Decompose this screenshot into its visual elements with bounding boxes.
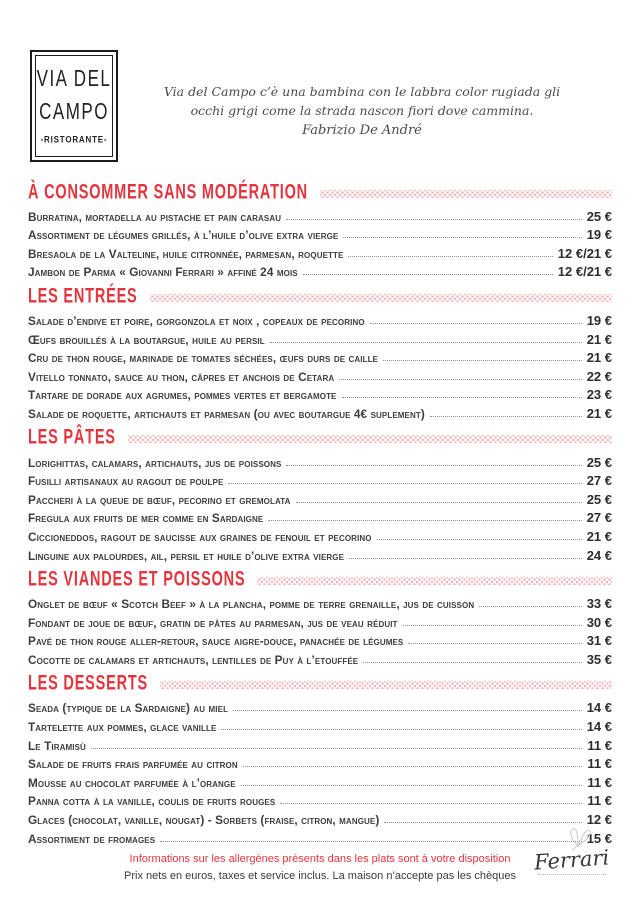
ornament-line xyxy=(128,435,612,443)
item-price: 24 € xyxy=(586,547,612,563)
dotted-leader xyxy=(342,397,582,398)
menu-item-row xyxy=(28,404,612,423)
song-quote xyxy=(150,82,574,141)
item-name: Vitello tonnato, sauce au thon, câpres et anchois de Cetara xyxy=(28,369,335,384)
item-name: Paccheri à la queue de bœuf, pecorino et gremolata xyxy=(28,492,291,507)
section-header xyxy=(28,672,612,696)
chef-signature xyxy=(526,826,618,875)
dotted-leader xyxy=(286,219,582,220)
item-name: Fondant de joue de bœuf, gratin de pâtes au parmesan, jus de veau réduit xyxy=(28,615,398,630)
item-name: Fregula aux fruits de mer comme en Sardaigne xyxy=(28,511,264,526)
dotted-leader xyxy=(268,520,581,521)
dotted-leader xyxy=(221,729,581,730)
section-title: LES PÂTES xyxy=(28,426,116,450)
menu-item-row xyxy=(28,226,612,245)
item-name: Assortiment de légumes grillés, à l’huile d’olive extra vierge xyxy=(28,228,339,243)
dotted-leader xyxy=(479,606,581,607)
menu-item-row xyxy=(28,736,612,755)
dotted-leader xyxy=(339,379,581,380)
menu-item-row xyxy=(28,755,612,774)
dotted-leader xyxy=(270,342,582,343)
section-title: LES ENTRÉES xyxy=(28,284,138,309)
menu-item-row xyxy=(28,717,612,736)
item-name: Tartare de dorade aux agrumes, pommes vertes et bergamote xyxy=(28,388,337,403)
dotted-leader xyxy=(243,766,583,767)
menu-section xyxy=(28,180,612,281)
dotted-leader xyxy=(228,483,581,484)
logo-line-2: CAMPO xyxy=(39,98,109,124)
menu-item-row xyxy=(28,650,612,669)
item-name: Glaces (chocolat, vanille, nougat) - Sorbets (fraise, citron, mangue) xyxy=(28,813,380,828)
menu-item-row xyxy=(28,330,612,349)
item-name: Mousse au chocolat parfumée à l’orange xyxy=(28,775,236,790)
item-name: Seada (typique de la Sardaigne) au miel xyxy=(28,701,229,716)
item-price: 21 € xyxy=(586,405,612,421)
restaurant-logo xyxy=(30,50,118,162)
item-price: 21 € xyxy=(586,331,612,347)
section-title: À CONSOMMER SANS MODÉRATION xyxy=(28,180,308,204)
item-name: Salade de roquette, artichauts et parmesan (ou avec boutargue 4€ suplement) xyxy=(28,406,425,421)
item-price: 11 € xyxy=(587,756,612,772)
item-price: 12 € xyxy=(586,812,612,828)
menu-header xyxy=(0,0,640,183)
item-price: 25 € xyxy=(586,491,612,507)
item-price: 19 € xyxy=(586,312,612,328)
menu-item-row xyxy=(28,367,612,386)
item-name: Fusilli artisanaux au ragout de poulpe xyxy=(28,474,224,489)
item-price: 35 € xyxy=(586,651,612,667)
section-header xyxy=(28,567,612,592)
menu-item-row xyxy=(28,509,612,528)
pricing-notice: Prix nets en euros, taxes et service inclus. La maison n’accepte pas les chèques xyxy=(124,869,516,882)
menu-item-row xyxy=(28,453,612,472)
item-name: Bresaola de la Valteline, huile citronnée, parmesan, roquette xyxy=(28,246,344,261)
dotted-leader xyxy=(280,803,582,804)
menu-sections xyxy=(28,180,612,848)
item-price: 33 € xyxy=(586,596,612,612)
quote-line-1: Via del Campo c’è una bambina con le labbra color rugiada gli xyxy=(163,84,561,99)
menu-item-row xyxy=(28,699,612,718)
item-price: 14 € xyxy=(586,700,612,716)
logo-subtitle: -RISTORANTE- xyxy=(40,133,108,145)
logo-line-1: VIA DEL xyxy=(36,65,112,91)
item-price: 14 € xyxy=(586,719,612,735)
menu-item-row xyxy=(28,792,612,811)
section-title: LES DESSERTS xyxy=(28,672,148,696)
item-price: 21 € xyxy=(586,528,612,544)
menu-section xyxy=(28,567,612,669)
menu-item-row xyxy=(28,546,612,565)
item-name: Tartelette aux pommes, glace vanille xyxy=(28,720,217,735)
item-price: 15 € xyxy=(586,830,612,846)
menu-item-row xyxy=(28,472,612,491)
item-name: Œufs brouillés à la boutargue, huile au persil xyxy=(28,332,265,347)
menu-item-row xyxy=(28,810,612,829)
allergen-notice: Informations sur les allergènes présents dans les plats sont à votre disposition xyxy=(129,853,511,865)
item-name: Ciccioneddos, ragout de saucisse aux graines de fenouil et pecorino xyxy=(28,529,372,544)
item-name: Jambon de Parma « Giovanni Ferrari » affiné 24 mois xyxy=(28,265,298,280)
item-price: 23 € xyxy=(586,387,612,403)
item-price: 11 € xyxy=(587,774,612,790)
menu-item-row xyxy=(28,773,612,792)
item-price: 11 € xyxy=(587,737,612,753)
section-title: LES VIANDES ET POISSONS xyxy=(28,567,246,592)
section-header xyxy=(28,180,612,204)
dotted-leader xyxy=(286,465,581,466)
menu-item-row xyxy=(28,244,612,263)
item-name: Pavé de thon rouge aller-retour, sauce aigre-douce, panachée de légumes xyxy=(28,634,404,649)
dotted-leader xyxy=(348,256,552,257)
signature-name: Ferrari xyxy=(533,845,611,875)
dotted-leader xyxy=(363,662,581,663)
dotted-leader xyxy=(343,237,581,238)
section-header xyxy=(28,284,612,309)
menu-item-row xyxy=(28,829,612,848)
dotted-leader xyxy=(403,625,582,626)
item-price: 30 € xyxy=(586,614,612,630)
menu-item-row xyxy=(28,527,612,546)
item-price: 27 € xyxy=(586,473,612,489)
menu-item-row xyxy=(28,490,612,509)
section-header xyxy=(28,426,612,450)
ornament-line xyxy=(320,190,612,198)
item-price: 12 €/21 € xyxy=(557,264,612,280)
item-price: 22 € xyxy=(586,368,612,384)
item-name: Assortiment de fromages xyxy=(28,831,156,846)
item-name: Panna cotta à la vanille, coulis de fruits rouges xyxy=(28,794,276,809)
item-price: 31 € xyxy=(586,633,612,649)
item-name: Lorighittas, calamars, artichauts, jus de poissons xyxy=(28,455,282,470)
menu-section xyxy=(28,426,612,565)
dotted-leader xyxy=(91,748,583,749)
quote-line-2: occhi grigi come la strada nascon fiori dove cammina. xyxy=(190,103,534,119)
menu-section xyxy=(28,284,612,423)
dotted-leader xyxy=(233,710,582,711)
item-name: Salade d’endive et poire, gorgonzola et noix , copeaux de pecorino xyxy=(28,313,365,328)
item-price: 25 € xyxy=(586,454,612,470)
menu-item-row xyxy=(28,632,612,651)
item-name: Cocotte de calamars et artichauts, lentilles de Puy à l’etouffée xyxy=(28,652,359,667)
ornament-line xyxy=(160,681,612,689)
quote-attribution: Fabrizio De André xyxy=(302,122,422,138)
menu-item-row xyxy=(28,311,612,330)
menu-item-row xyxy=(28,386,612,405)
item-name: Burratina, mortadella au pistache et pain carasau xyxy=(28,209,282,224)
menu-item-row xyxy=(28,595,612,614)
ornament-line xyxy=(150,294,612,302)
menu-item-row xyxy=(28,349,612,368)
dotted-leader xyxy=(377,539,582,540)
dotted-leader xyxy=(296,502,582,503)
item-name: Cru de thon rouge, marinade de tomates séchées, œufs durs de caille xyxy=(28,351,378,366)
item-name: Salade de fruits frais parfumée au citron xyxy=(28,757,238,772)
dotted-leader xyxy=(384,822,581,823)
dotted-leader xyxy=(303,274,553,275)
item-price: 21 € xyxy=(586,350,612,366)
dotted-leader xyxy=(370,323,582,324)
dotted-leader xyxy=(349,558,582,559)
item-name: Onglet de bœuf « Scotch Beef » à la plancha, pomme de terre grenaille, jus de cuisson xyxy=(28,597,475,612)
dotted-leader xyxy=(430,416,582,417)
menu-item-row xyxy=(28,207,612,226)
menu-item-row xyxy=(28,613,612,632)
item-price: 27 € xyxy=(586,510,612,526)
dotted-leader xyxy=(241,785,583,786)
dotted-leader xyxy=(383,360,582,361)
item-price: 12 €/21 € xyxy=(557,245,612,261)
menu-item-row xyxy=(28,263,612,282)
item-name: Le Tiramisù xyxy=(28,738,86,753)
item-price: 11 € xyxy=(587,793,612,809)
dotted-leader xyxy=(408,643,581,644)
item-name: Linguine aux palourdes, ail, persil et huile d’olive extra vierge xyxy=(28,548,345,563)
dotted-leader xyxy=(160,841,582,842)
item-price: 25 € xyxy=(586,208,612,224)
menu-section xyxy=(28,672,612,848)
ornament-line xyxy=(257,577,612,585)
item-price: 19 € xyxy=(586,227,612,243)
